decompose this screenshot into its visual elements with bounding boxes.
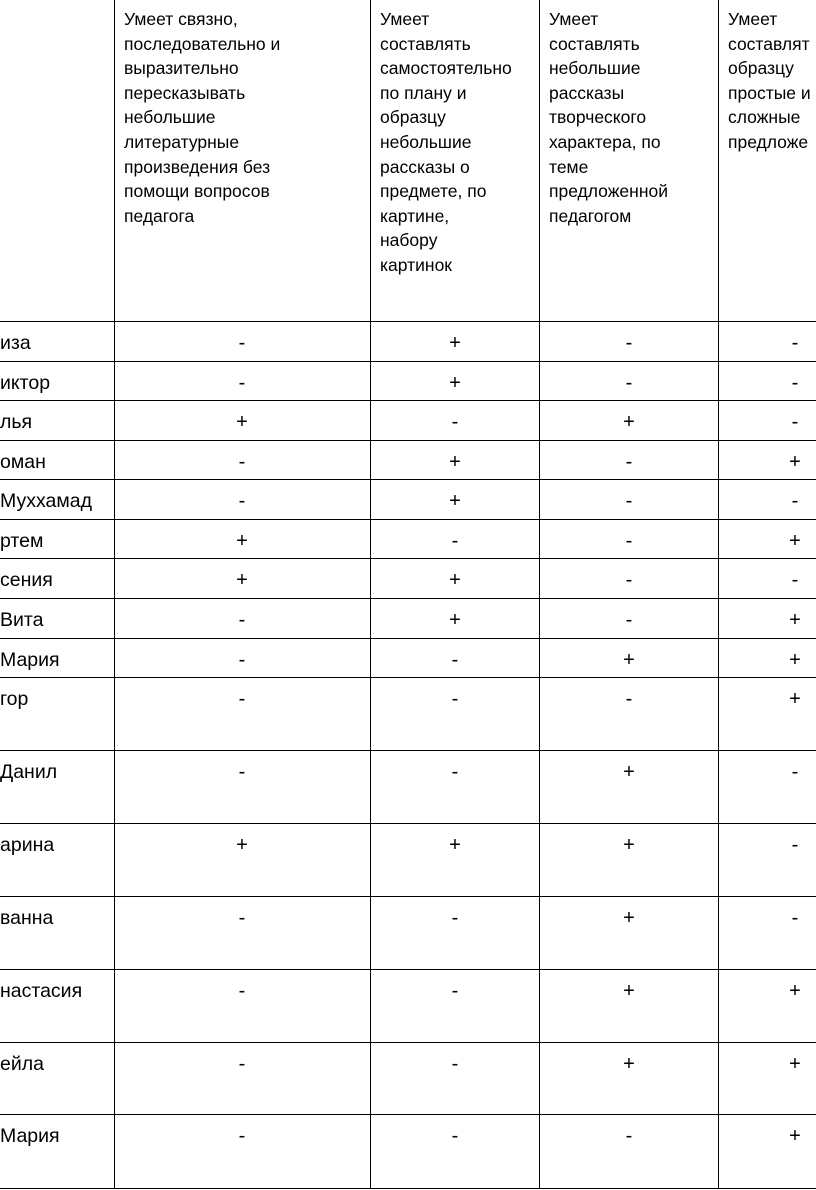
assessment-mark: + [449,490,461,512]
assessment-mark: - [791,332,799,354]
assessment-mark: - [238,451,246,473]
column-header: Умеет связно, последовательно и выразительно пересказывать небольшие литературные произведения без помощи вопросов педагога [124,9,281,226]
assessment-mark: - [451,411,459,433]
assessment-mark: + [789,1053,801,1075]
assessment-mark: - [451,907,459,929]
assessment-mark: + [623,649,635,671]
assessment-mark: + [449,332,461,354]
row-divider [0,1114,816,1115]
child-name: гор [0,688,29,710]
row-divider [0,361,816,362]
child-name: лья [0,411,33,433]
column-divider [114,0,115,1189]
assessment-mark: - [451,980,459,1002]
assessment-mark: + [789,609,801,631]
child-name: иктор [0,372,51,394]
assessment-mark: - [625,609,633,631]
assessment-mark: + [623,1053,635,1075]
assessment-mark: + [449,569,461,591]
row-divider [0,440,816,441]
assessment-mark: - [238,980,246,1002]
row-divider [0,677,816,678]
assessment-mark: - [451,649,459,671]
row-divider [0,479,816,480]
column-divider [539,0,540,1189]
assessment-mark: - [791,569,799,591]
assessment-mark: - [791,834,799,856]
row-divider [0,750,816,751]
assessment-mark: + [789,649,801,671]
assessment-mark: + [236,834,248,856]
assessment-mark: - [238,609,246,631]
assessment-mark: - [451,761,459,783]
assessment-mark: - [238,761,246,783]
column-divider [370,0,371,1189]
assessment-mark: + [789,688,801,710]
assessment-mark: - [451,530,459,552]
assessment-mark: - [791,411,799,433]
assessment-mark: - [625,332,633,354]
assessment-mark: - [625,451,633,473]
assessment-mark: - [238,649,246,671]
assessment-mark: + [789,451,801,473]
child-name: Данил [0,761,58,783]
assessment-mark: - [451,1125,459,1147]
assessment-mark: + [236,569,248,591]
assessment-mark: + [789,980,801,1002]
assessment-mark: + [623,411,635,433]
assessment-mark: + [236,530,248,552]
assessment-mark: + [449,834,461,856]
assessment-mark: - [451,688,459,710]
assessment-mark: - [238,907,246,929]
assessment-mark: - [238,688,246,710]
child-name: Муххамад [0,490,92,512]
assessment-mark: - [791,907,799,929]
assessment-mark: - [238,1053,246,1075]
assessment-mark: + [789,530,801,552]
assessment-mark: - [625,490,633,512]
child-name: ейла [0,1053,44,1075]
row-divider [0,1188,816,1189]
assessment-mark: + [789,1125,801,1147]
row-divider [0,823,816,824]
child-name: арина [0,834,55,856]
child-name: Мария [0,1125,60,1147]
child-name: оман [0,451,46,473]
assessment-mark: + [449,451,461,473]
assessment-mark: + [623,761,635,783]
child-name: иза [0,332,31,354]
assessment-mark: - [451,1053,459,1075]
row-divider [0,400,816,401]
assessment-mark: + [449,372,461,394]
assessment-mark: - [625,1125,633,1147]
assessment-mark: + [449,609,461,631]
row-divider [0,1042,816,1043]
assessment-mark: - [238,490,246,512]
assessment-mark: - [791,490,799,512]
row-divider [0,519,816,520]
row-divider [0,598,816,599]
child-name: Мария [0,649,60,671]
row-divider [0,558,816,559]
assessment-mark: - [625,569,633,591]
row-divider [0,896,816,897]
column-header: Умеет составлят образцу простые и сложные предложе [728,9,811,152]
assessment-mark: - [625,372,633,394]
assessment-mark: - [238,372,246,394]
row-divider [0,638,816,639]
child-name: настасия [0,980,83,1002]
child-name: ртем [0,530,44,552]
column-header: Умеет составлять небольшие рассказы творческого характера, по теме предложенной педагогом [549,9,668,226]
assessment-mark: + [623,907,635,929]
column-header: Умеет составлять самостоятельно по плану и образцу небольшие рассказы о предмете, по картине, набору картинок [380,9,512,275]
assessment-mark: - [791,761,799,783]
assessment-mark: + [623,834,635,856]
child-name: Вита [0,609,44,631]
assessment-mark: - [238,332,246,354]
assessment-mark: + [236,411,248,433]
assessment-mark: - [238,1125,246,1147]
column-divider [718,0,719,1189]
child-name: сения [0,569,53,591]
child-name: ванна [0,907,54,929]
row-divider [0,969,816,970]
assessment-mark: - [791,372,799,394]
assessment-mark: - [625,530,633,552]
assessment-mark: + [623,980,635,1002]
assessment-mark: - [625,688,633,710]
row-divider [0,321,816,322]
